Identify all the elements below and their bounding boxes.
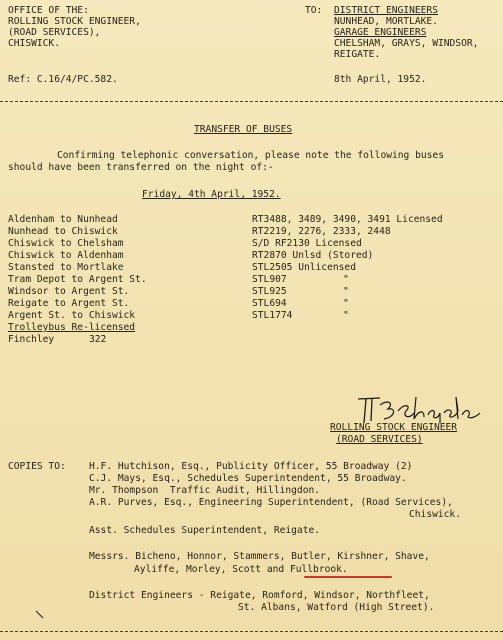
copy-recipient: Mr. Thompson Traffic Audit, Hillingdon. <box>89 485 321 496</box>
trolleybus-heading: Trolleybus Re-licensed <box>8 322 136 333</box>
copy-recipient-continued: Ayliffe, Morley, Scott and Fullbrook. <box>134 564 348 575</box>
from-line-4: CHISWICK. <box>8 38 60 49</box>
transfer-buses: RT2219, 2276, 2333, 2448 <box>252 226 391 237</box>
transfer-buses: RT2870 Unlsd (Stored) <box>252 250 374 261</box>
red-pen-underline <box>304 576 392 578</box>
copy-recipient-continued: Chiswick. <box>409 509 461 520</box>
transfer-route: Argent St. to Chiswick <box>8 310 136 321</box>
transfer-buses: S/D RF2130 Licensed <box>252 238 362 249</box>
copies-label: COPIES TO: <box>8 461 66 472</box>
signatory-subtitle: (ROAD SERVICES) <box>336 434 423 445</box>
transfer-route: Chiswick to Aldenham <box>8 250 124 261</box>
reference: Ref: C.16/4/PC.582. <box>8 74 118 85</box>
to-line-1: DISTRICT ENGINEERS <box>334 5 438 16</box>
transfer-buses: STL694 <box>252 298 287 309</box>
transfer-route: Aldenham to Nunhead <box>8 214 118 225</box>
ditto-mark: " <box>343 274 349 285</box>
divider-bottom <box>0 631 503 632</box>
pen-mark <box>34 609 46 621</box>
from-line-3: (ROAD SERVICES), <box>8 27 101 38</box>
copy-recipient-continued: St. Albans, Watford (High Street). <box>238 602 435 613</box>
from-line-1: OFFICE OF THE: <box>8 5 89 16</box>
copy-recipient: Asst. Schedules Superintendent, Reigate. <box>89 525 321 536</box>
transfer-route: Reigate to Argent St. <box>8 298 130 309</box>
transfer-buses: STL907 <box>252 274 287 285</box>
copy-recipient: C.J. Mays, Esq., Schedules Superintendent, 55 Broadway. <box>89 473 407 484</box>
transfer-buses: RT3488, 3489, 3490, 3491 Licensed <box>252 214 443 225</box>
trolleybus-depot: Finchley <box>8 334 55 345</box>
to-line-5: REIGATE. <box>334 49 381 60</box>
signatory-title: ROLLING STOCK ENGINEER <box>330 422 458 433</box>
transfer-date: Friday, 4th April, 1952. <box>142 189 281 200</box>
trolleybus-number: 322 <box>89 334 107 345</box>
to-line-2: NUNHEAD, MORTLAKE. <box>334 16 438 27</box>
ditto-mark: " <box>343 310 349 321</box>
ditto-mark: " <box>343 298 349 309</box>
transfer-route: Nunhead to Chiswick <box>8 226 118 237</box>
transfer-route: Chiswick to Chelsham <box>8 238 124 249</box>
divider-top <box>0 101 503 102</box>
memo-date: 8th April, 1952. <box>334 74 427 85</box>
copy-recipient: A.R. Purves, Esq., Engineering Superintendent, (Road Services), <box>89 497 453 508</box>
transfer-buses: STL1774 <box>252 310 293 321</box>
intro-line-1: Confirming telephonic conversation, please note the following buses <box>57 150 444 161</box>
ditto-mark: " <box>343 286 349 297</box>
copy-recipient: District Engineers - Reigate, Romford, Windsor, Northfleet, <box>89 590 430 601</box>
transfer-buses: STL925 <box>252 286 287 297</box>
to-line-3: GARAGE ENGINEERS <box>334 27 427 38</box>
intro-line-2: should have been transferred on the night of:- <box>8 162 274 173</box>
transfer-buses: STL2505 Unlicensed <box>252 262 356 273</box>
from-line-2: ROLLING STOCK ENGINEER, <box>8 16 141 27</box>
to-line-4: CHELSHAM, GRAYS, WINDSOR, <box>334 38 479 49</box>
transfer-route: Tram Depot to Argent St. <box>8 274 147 285</box>
to-label: TO: <box>305 5 323 16</box>
memo-title: TRANSFER OF BUSES <box>194 124 293 135</box>
copy-recipient: H.F. Hutchison, Esq., Publicity Officer, 55 Broadway (2) <box>89 461 413 472</box>
copy-recipient: Messrs. Bicheno, Honnor, Stammers, Butler, Kirshner, Shave, <box>89 551 430 562</box>
transfer-route: Windsor to Argent St. <box>8 286 130 297</box>
transfer-route: Stansted to Mortlake <box>8 262 124 273</box>
